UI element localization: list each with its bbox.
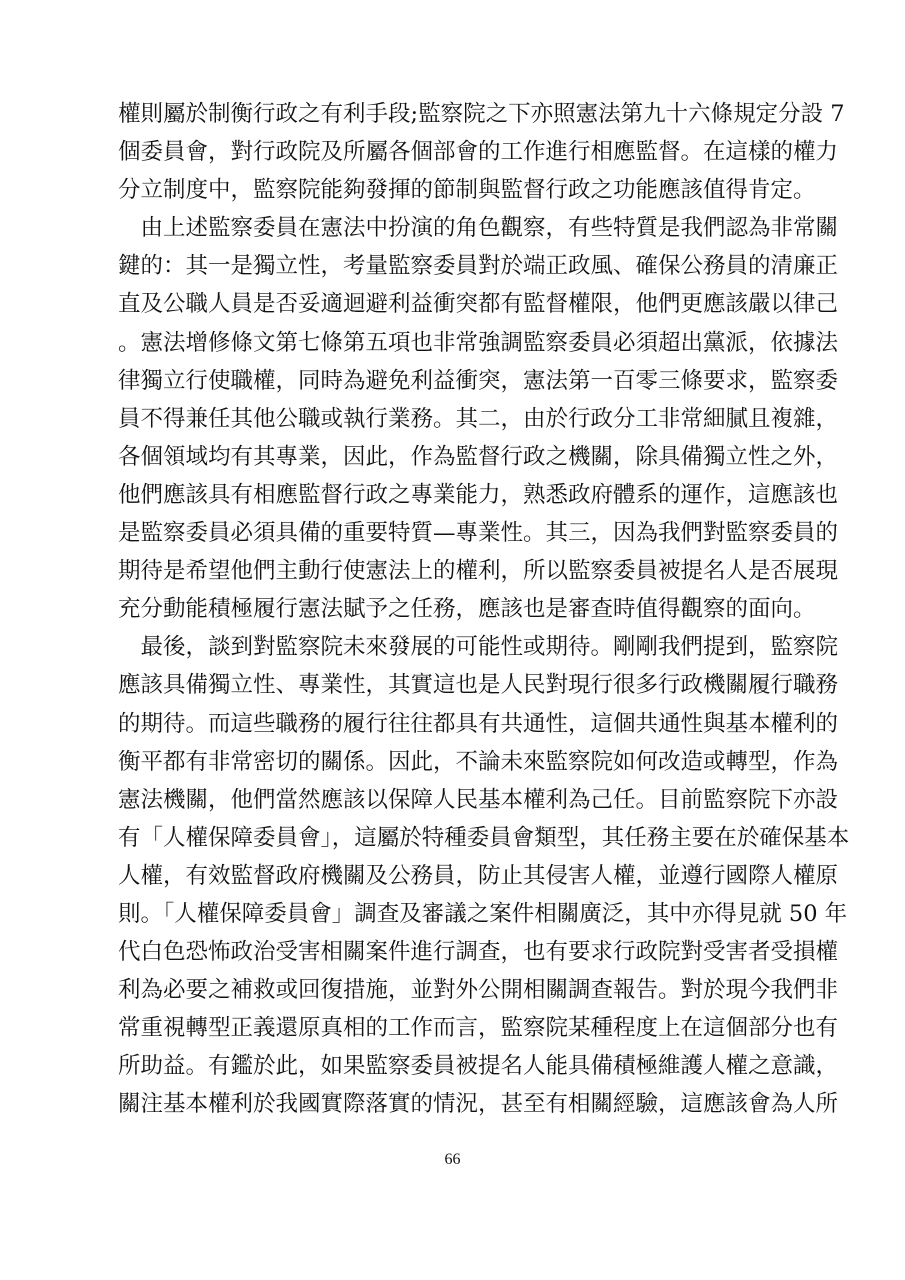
text-line: 直及公職人員是否妥適迴避利益衝突都有監督權限，他們更應該嚴以律己 (118, 291, 839, 318)
text-line: 是監察委員必須具備的重要特質—專業性。其三，因為我們對監察委員的 (118, 520, 839, 547)
text-line: 最後，談到對監察院未來發展的可能性或期待。剛剛我們提到，監察院 (118, 634, 839, 661)
text-line: 充分動能積極履行憲法賦予之任務，應該也是審查時值得觀察的面向。 (118, 596, 816, 623)
text-line: 各個領域均有其專業，因此，作為監督行政之機關，除具備獨立性之外， (118, 443, 839, 470)
text-line: 憲法機關，他們當然應該以保障人民基本權利為己任。目前監察院下亦設 (118, 786, 839, 813)
text-line: 常重視轉型正義還原真相的工作而言，監察院某種程度上在這個部分也有 (118, 1015, 839, 1042)
text-line: 個委員會，對行政院及所屬各個部會的工作進行相應監督。在這樣的權力 (118, 139, 839, 166)
body-text (118, 95, 850, 1124)
text-line: 。憲法增修條文第七條第五項也非常強調監察委員必須超出黨派，依據法 (118, 329, 839, 356)
text-line: 權則屬於制衡行政之有利手段;監察院之下亦照憲法第九十六條規定分設 7 (118, 101, 845, 127)
text-line: 的期待。而這些職務的履行往往都具有共通性，這個共通性與基本權利的 (118, 710, 839, 737)
text-line: 他們應該具有相應監督行政之專業能力，熟悉政府體系的運作，這應該也 (118, 481, 839, 508)
paragraph (118, 628, 850, 1123)
text-line: 衡平都有非常密切的關係。因此，不論未來監察院如何改造或轉型，作為 (118, 748, 839, 775)
text-line: 律獨立行使職權，同時為避免利益衝突，憲法第一百零三條要求，監察委 (118, 367, 839, 394)
text-line: 人權，有效監督政府機關及公務員，防止其侵害人權，並遵行國際人權原 (118, 862, 839, 889)
text-line: 關注基本權利於我國實際落實的情況，甚至有相關經驗，這應該會為人所 (118, 1091, 839, 1118)
text-line: 有「人權保障委員會」，這屬於特種委員會類型，其任務主要在於確保基本 (118, 824, 850, 851)
page-number: 66 (444, 1151, 461, 1168)
text-line: 由上述監察委員在憲法中扮演的角色觀察，有些特質是我們認為非常關 (118, 215, 839, 242)
text-line: 則。「人權保障委員會」調查及審議之案件相關廣泛，其中亦得見就 50 年 (118, 900, 848, 927)
text-line: 期待是希望他們主動行使憲法上的權利，所以監察委員被提名人是否展現 (118, 558, 839, 585)
paragraph (118, 209, 839, 628)
text-line: 應該具備獨立性、專業性，其實這也是人民對現行很多行政機關履行職務 (118, 672, 839, 699)
text-line: 分立制度中，監察院能夠發揮的節制與監督行政之功能應該值得肯定。 (118, 177, 816, 204)
text-line: 代白色恐怖政治受害相關案件進行調查，也有要求行政院對受害者受損權 (118, 939, 839, 966)
text-line: 鍵的：其一是獨立性，考量監察委員對於端正政風、確保公務員的清廉正 (118, 253, 839, 280)
paragraph (118, 95, 845, 209)
text-line: 員不得兼任其他公職或執行業務。其二，由於行政分工非常細膩且複雜， (118, 405, 839, 432)
text-line: 利為必要之補救或回復措施，並對外公開相關調查報告。對於現今我們非 (118, 977, 839, 1004)
text-line: 所助益。有鑑於此，如果監察委員被提名人能具備積極維護人權之意識， (118, 1053, 839, 1080)
